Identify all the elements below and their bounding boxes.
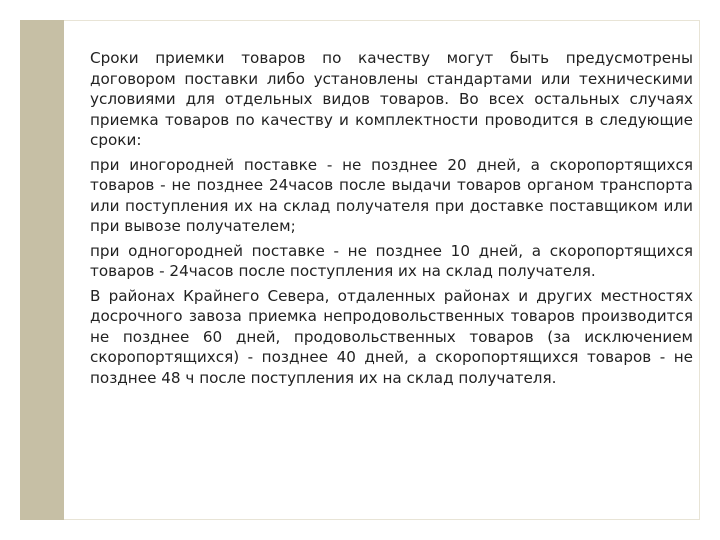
frame-right-line (699, 20, 700, 520)
frame-top-line (64, 20, 700, 21)
paragraph-far-north: В районах Крайнего Севера, отдаленных районах и других местностях досрочного завоза приемка непродовольственных товаров производится не позднее 60 дней, продовольственных товаров (за исключением скоропортящихся) - позднее 40 дней, а скоропортящихся товаров - не позднее 48 ч после поступления их на склад получателя. (90, 286, 693, 387)
paragraph-intercity-delivery: при иногородней поставке - не позднее 20 дней, а скоропортящихся товаров - не позднее 24часов после выдачи товаров органом транспорта или поступления их на склад получателя при доставке поставщиком или при вывозе получателем; (90, 155, 693, 235)
slide-text-body (90, 48, 693, 392)
decorative-side-bar (20, 20, 64, 520)
paragraph-local-delivery: при одногородней поставке - не позднее 10 дней, а скоропортящихся товаров - 24часов после поступления их на склад получателя. (90, 241, 693, 280)
paragraph-intro: Сроки приемки товаров по качеству могут быть предусмотрены договором поставки либо установлены стандартами или техническими условиями для отдельных видов товаров. Во всех остальных случаях приемка товаров по качеству и комплектности проводится в следующие сроки: (90, 49, 693, 149)
frame-bottom-line (64, 519, 700, 520)
